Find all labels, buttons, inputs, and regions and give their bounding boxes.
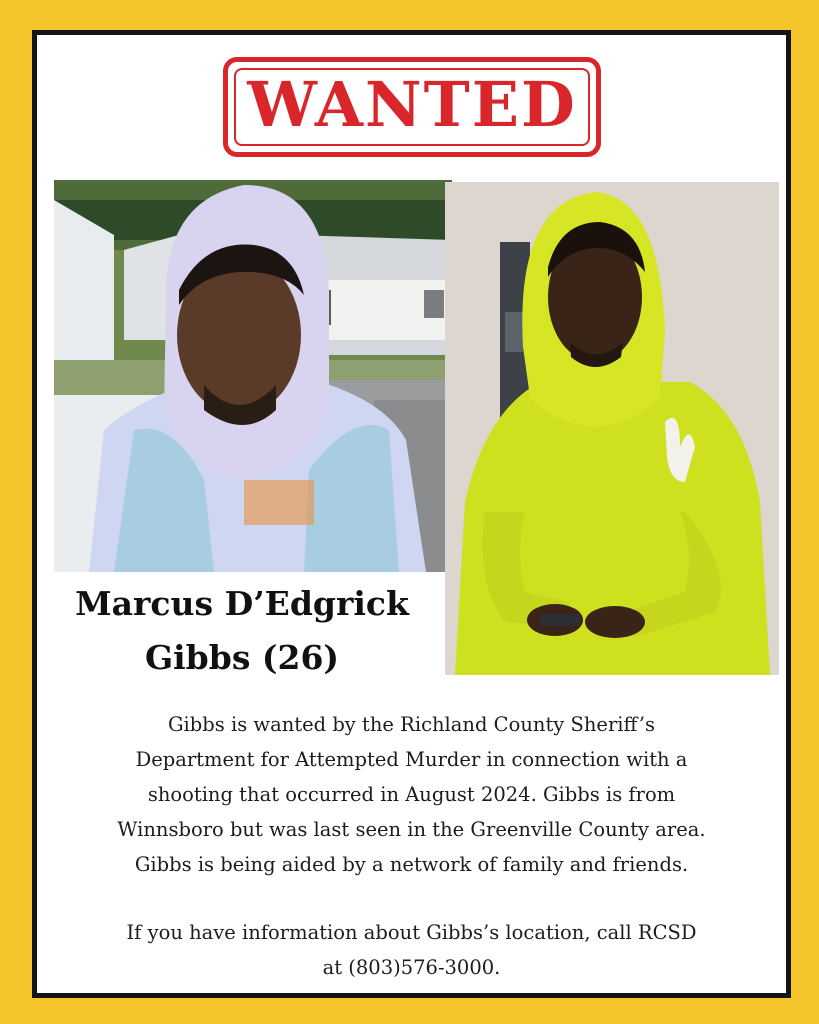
wanted-stamp	[223, 57, 601, 157]
suspect-photo-right-image	[445, 182, 779, 675]
description-line: shooting that occurred in August 2024. Gibbs is from	[147, 783, 676, 806]
contact-line1: If you have information about Gibbs’s location, call RCSD	[126, 921, 697, 944]
wanted-poster	[32, 30, 791, 998]
suspect-name	[47, 577, 437, 685]
description-line: Winnsboro but was last seen in the Greenville County area.	[117, 818, 706, 841]
description	[51, 707, 772, 882]
suspect-name-line2: Gibbs (26)	[144, 638, 340, 677]
description-line: Department for Attempted Murder in connection with a	[135, 748, 688, 771]
suspect-photo-left	[54, 180, 452, 572]
suspect-photo-left-image	[54, 180, 452, 572]
suspect-name-line1: Marcus D’Edgrick	[75, 584, 409, 623]
suspect-photo-right	[445, 182, 779, 675]
contact-line2: at (803)576-3000.	[322, 956, 501, 979]
description-line: Gibbs is being aided by a network of family and friends.	[134, 853, 689, 876]
description-line: Gibbs is wanted by the Richland County Sheriff’s	[167, 713, 656, 736]
wanted-stamp-text: WANTED	[247, 68, 577, 141]
contact-info	[51, 915, 772, 985]
